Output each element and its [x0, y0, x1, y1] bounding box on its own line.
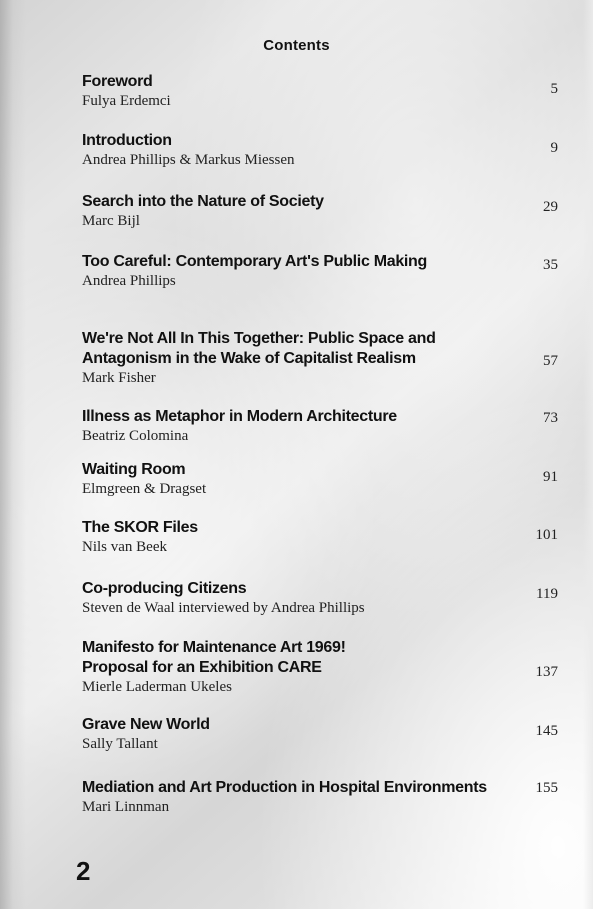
toc-entry-author: Sally Tallant — [82, 736, 158, 752]
toc-entry-title-line: Antagonism in the Wake of Capitalist Realism — [82, 350, 416, 367]
toc-entry-title-line: Manifesto for Maintenance Art 1969! — [82, 639, 346, 656]
page-edge — [583, 0, 593, 909]
toc-entry-author: Mari Linnman — [82, 799, 170, 815]
toc-entry-search-into-society — [82, 192, 572, 230]
toc-entry-illness-as-metaphor — [82, 407, 572, 445]
toc-entry-author: Elmgreen & Dragset — [82, 481, 207, 497]
toc-entry-page: 145 — [535, 723, 558, 739]
toc-entry-not-all-together — [82, 329, 572, 387]
toc-entry-author: Steven de Waal interviewed by Andrea Phillips — [82, 600, 365, 616]
toc-entry-page: 137 — [535, 664, 558, 680]
toc-entry-title: The SKOR Files — [82, 519, 198, 536]
toc-entry-title: Foreword — [82, 73, 153, 90]
toc-entry-page: 5 — [550, 81, 558, 97]
toc-entry-page: 57 — [543, 353, 558, 369]
toc-entry-title: Search into the Nature of Society — [82, 193, 324, 210]
contents-heading: Contents — [263, 37, 330, 54]
toc-entry-page: 119 — [536, 586, 558, 602]
toc-entry-page: 91 — [543, 469, 558, 485]
toc-entry-page: 155 — [535, 780, 558, 796]
toc-entry-title: Grave New World — [82, 716, 210, 733]
toc-entry-author: Beatriz Colomina — [82, 428, 189, 444]
toc-entry-waiting-room — [82, 460, 572, 498]
toc-entry-author: Andrea Phillips & Markus Miessen — [82, 152, 295, 168]
toc-entry-title: Introduction — [82, 132, 172, 149]
toc-entry-page: 29 — [543, 199, 558, 215]
toc-entry-author: Marc Bijl — [82, 213, 140, 229]
spine-shadow — [0, 0, 26, 909]
toc-entry-title: Too Careful: Contemporary Art's Public Making — [82, 253, 428, 270]
toc-entry-author: Nils van Beek — [82, 539, 167, 555]
toc-entry-title-line: We're Not All In This Together: Public Space and — [82, 330, 436, 347]
toc-entry-title-line: Proposal for an Exhibition CARE — [82, 659, 322, 676]
toc-entry-page: 9 — [550, 140, 558, 156]
toc-entry-author: Mark Fisher — [82, 370, 156, 386]
toc-entry-title: Illness as Metaphor in Modern Architecture — [82, 408, 397, 425]
toc-entry-co-producing-citizens — [82, 579, 572, 617]
toc-entry-author: Andrea Phillips — [82, 273, 176, 289]
toc-entry-title: Mediation and Art Production in Hospital Environments — [82, 779, 487, 796]
toc-entry-skor-files — [82, 518, 572, 556]
toc-entry-mediation-art-production — [82, 778, 572, 816]
toc-entry-too-careful — [82, 252, 572, 290]
toc-entry-page: 35 — [543, 257, 558, 273]
toc-entry-grave-new-world — [82, 715, 572, 753]
toc-entry-maintenance-art — [82, 638, 572, 696]
toc-entry-page: 73 — [543, 410, 558, 426]
toc-entry-author: Fulya Erdemci — [82, 93, 171, 109]
toc-entry-page: 101 — [535, 527, 558, 543]
toc-entry-introduction — [82, 131, 572, 169]
toc-entry-title: Co-producing Citizens — [82, 580, 247, 597]
toc-entry-title: Waiting Room — [82, 461, 186, 478]
page-number: 2 — [76, 856, 91, 886]
toc-entry-foreword — [82, 72, 572, 110]
toc-entry-author: Mierle Laderman Ukeles — [82, 679, 232, 695]
